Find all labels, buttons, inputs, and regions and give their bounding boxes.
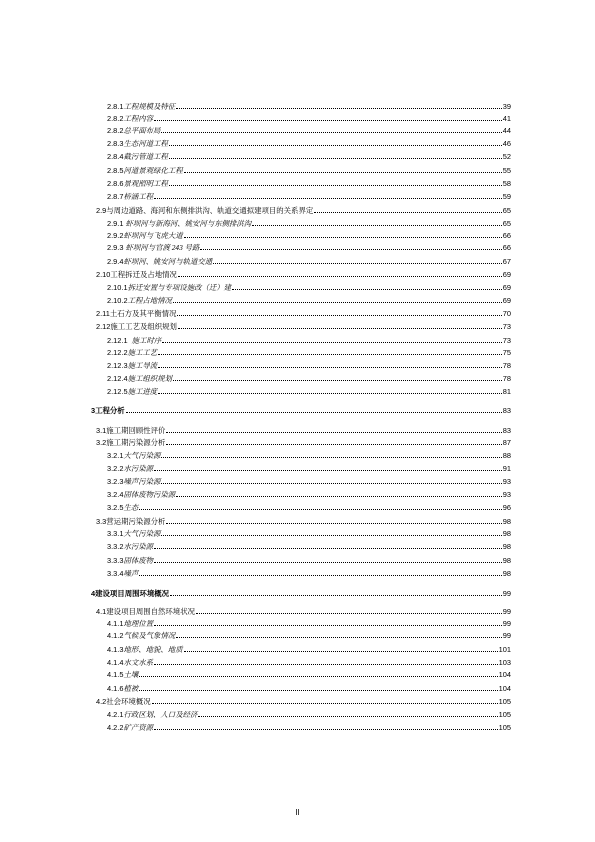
toc-entry[interactable] [91, 588, 511, 600]
toc-entry-title: 虾坝河与飞虎大道 [123, 231, 183, 240]
dot-leader [196, 606, 502, 614]
toc-entry-page: 39 [502, 102, 511, 111]
dot-leader [184, 230, 502, 238]
toc-entry[interactable] [107, 113, 511, 125]
toc-entry-number: 2.8.7 [107, 192, 124, 201]
dot-leader [154, 191, 502, 199]
toc-entry-title: 施工导流 [127, 361, 158, 370]
toc-entry-title: 建设项目周围环境概况 [95, 589, 170, 598]
toc-entry-page: 69 [502, 283, 511, 292]
toc-entry-page: 73 [502, 322, 511, 331]
toc-entry[interactable] [107, 218, 511, 230]
toc-entry-number: 3.3.1 [107, 529, 124, 538]
dot-leader [173, 373, 502, 381]
toc-entry-number: 4.1.4 [107, 658, 124, 667]
toc-entry-title: 施工工艺 [127, 348, 158, 357]
toc-entry-page: 98 [502, 517, 511, 526]
toc-entry-number: 3.3 [96, 517, 107, 526]
toc-entry-page: 67 [502, 257, 511, 266]
toc-entry-title: 营运期污染源分析 [106, 517, 166, 526]
toc-entry-page: 96 [502, 503, 511, 512]
toc-entry[interactable] [107, 178, 511, 190]
toc-entry[interactable] [96, 437, 511, 449]
toc-entry-number: 2.12.4 [107, 374, 128, 383]
toc-entry-title: 社会环境概况 [106, 697, 151, 706]
toc-entry[interactable] [107, 618, 511, 630]
toc-entry-number: 4.1 [96, 607, 107, 616]
toc-entry-number: 2.9.2 [107, 231, 124, 240]
toc-entry[interactable] [107, 568, 511, 580]
dot-leader [176, 489, 502, 497]
toc-entry-page: 103 [498, 658, 511, 667]
toc-entry[interactable] [96, 269, 511, 281]
dot-leader [166, 437, 501, 445]
toc-entry[interactable] [107, 242, 511, 254]
toc-entry[interactable] [107, 125, 511, 137]
toc-entry[interactable] [107, 630, 511, 642]
toc-entry-page: 83 [502, 406, 511, 415]
toc-entry[interactable] [107, 528, 511, 540]
toc-entry[interactable] [107, 669, 511, 681]
toc-entry-title: 大气污染源 [123, 451, 161, 460]
toc-entry-page: 83 [502, 426, 511, 435]
toc-entry-number: 3.3.2 [107, 542, 124, 551]
toc-entry-page: 66 [502, 243, 511, 252]
toc-entry-page: 55 [502, 166, 511, 175]
toc-entry-number: 4.1.2 [107, 631, 124, 640]
toc-entry-title: 生态河道工程 [123, 139, 168, 148]
dot-leader [166, 516, 501, 524]
dot-leader [169, 151, 502, 159]
toc-entry-page: 78 [502, 361, 511, 370]
toc-entry-page: 99 [502, 589, 511, 598]
toc-entry-page: 41 [502, 114, 511, 123]
toc-entry-page: 65 [502, 219, 511, 228]
dot-leader [170, 588, 502, 596]
toc-entry-page: 78 [502, 374, 511, 383]
toc-entry-number: 3.2.5 [107, 503, 124, 512]
toc-entry[interactable] [107, 101, 511, 113]
toc-entry-page: 73 [502, 336, 511, 345]
toc-entry-title: 工程内容 [123, 114, 154, 123]
dot-leader [200, 242, 501, 250]
toc-entry-title: 土石方及其平衡情况 [109, 309, 177, 318]
toc-entry-number: 4.2 [96, 697, 107, 706]
toc-entry-title: 施工时序 [131, 336, 162, 345]
toc-entry-page: 88 [502, 451, 511, 460]
toc-entry-page: 98 [502, 569, 511, 578]
toc-entry-page: 44 [502, 126, 511, 135]
toc-entry[interactable] [107, 657, 511, 669]
dot-leader [177, 308, 501, 316]
toc-entry-page: 98 [502, 556, 511, 565]
toc-entry-number: 4.2.1 [107, 710, 124, 719]
toc-entry-page: 91 [502, 464, 511, 473]
toc-entry-title: 噪声 [123, 569, 139, 578]
toc-entry-number: 2.8.2 [107, 114, 124, 123]
toc-entry[interactable] [96, 321, 511, 333]
toc-entry-title: 工程规模及特征 [123, 102, 176, 111]
page-number: II [295, 808, 300, 817]
toc-entry-page: 101 [498, 645, 511, 654]
toc-entry[interactable] [107, 502, 511, 514]
toc-entry-page: 59 [502, 192, 511, 201]
toc-entry-title: 与周边道路、海河和东侧排洪沟、轨道交通拟建项目的关系界定 [106, 206, 314, 215]
toc-entry-number: 3.2.4 [107, 490, 124, 499]
dot-leader [173, 295, 502, 303]
toc-entry[interactable] [107, 335, 511, 347]
toc-entry-number: 3.2.2 [107, 464, 124, 473]
toc-entry-number: 4.1.5 [107, 670, 124, 679]
toc-entry-title: 施工期回顾性评价 [106, 426, 166, 435]
toc-entry-page: 104 [498, 670, 511, 679]
toc-entry-title: 水污染源 [123, 464, 154, 473]
toc-entry-page: 46 [502, 139, 511, 148]
toc-entry[interactable] [107, 282, 511, 294]
toc-entry[interactable] [96, 425, 511, 437]
toc-entry[interactable] [107, 295, 511, 307]
toc-entry-page: 69 [502, 270, 511, 279]
dot-leader [154, 555, 502, 563]
toc-entry-number: 4.1.6 [107, 684, 124, 693]
toc-entry-title: 景观照明工程 [123, 179, 168, 188]
toc-entry[interactable] [107, 555, 511, 567]
toc-entry-page: 69 [502, 296, 511, 305]
dot-leader [252, 218, 502, 226]
toc-entry-number: 2.11 [96, 309, 110, 318]
toc-entry-page: 66 [502, 231, 511, 240]
toc-entry-number: 4.2.2 [107, 723, 124, 732]
toc-entry-number: 4.1.3 [107, 645, 124, 654]
toc-entry-page: 99 [502, 631, 511, 640]
dot-leader [154, 657, 498, 665]
dot-leader [161, 125, 501, 133]
toc-entry-title: 生态 [123, 503, 139, 512]
toc-entry[interactable] [107, 360, 511, 372]
toc-entry[interactable] [96, 696, 511, 708]
dot-leader [154, 618, 502, 626]
toc-entry-page: 99 [502, 607, 511, 616]
toc-entry-number: 2.12.5 [107, 387, 128, 396]
dot-leader [169, 138, 502, 146]
dot-leader [213, 256, 502, 264]
dot-leader [139, 669, 497, 677]
dot-leader [126, 405, 502, 413]
dot-leader [154, 113, 502, 121]
toc-entry-title: 施工期污染源分析 [106, 438, 166, 447]
toc-entry[interactable] [107, 683, 511, 695]
toc-entry[interactable] [107, 230, 511, 242]
dot-leader [154, 463, 502, 471]
dot-leader [232, 282, 502, 290]
dot-leader [158, 347, 502, 355]
toc-entry-number: 4 [91, 589, 96, 598]
toc-entry-number: 2.10.2 [107, 296, 128, 305]
toc-entry-number: 2.12 [96, 322, 111, 331]
toc-entry-title: 桥涵工程 [123, 192, 154, 201]
toc-entry-title: 工程拆迁及占地情况 [110, 270, 177, 279]
toc-entry-title: 截污管道工程 [123, 152, 168, 161]
toc-entry-page: 105 [498, 697, 511, 706]
dot-leader [166, 425, 501, 433]
dot-leader [158, 386, 502, 394]
toc-entry-page: 75 [502, 348, 511, 357]
toc-entry-title: 土壤 [123, 670, 139, 679]
toc-entry-number: 2.12.2 [107, 348, 128, 357]
dot-leader [162, 335, 502, 343]
toc-entry-page: 58 [502, 179, 511, 188]
dot-leader [176, 630, 502, 638]
dot-leader [139, 683, 497, 691]
toc-entry-title: 建设项目周围自然环境状况 [106, 607, 195, 616]
toc-entry[interactable] [107, 138, 511, 150]
toc-entry[interactable] [107, 644, 511, 656]
toc-entry-title: 行政区划、人口及经济 [123, 710, 198, 719]
toc-entry-page: 65 [502, 206, 511, 215]
toc-entry-number: 2.9 [96, 206, 107, 215]
toc-entry[interactable] [107, 541, 511, 553]
toc-entry-title: 工程分析 [95, 406, 125, 415]
dot-leader [139, 502, 502, 510]
toc-entry-page: 105 [498, 723, 511, 732]
dot-leader [169, 178, 502, 186]
toc-entry-number: 2.8.6 [107, 179, 124, 188]
toc-entry-number: 3.2 [96, 438, 107, 447]
dot-leader [161, 450, 501, 458]
toc-entry-title: 噪声污染源 [123, 477, 161, 486]
dot-leader [154, 722, 498, 730]
dot-leader [161, 476, 501, 484]
toc-entry[interactable] [107, 463, 511, 475]
toc-entry-number: 2.8.3 [107, 139, 124, 148]
dot-leader [198, 709, 497, 717]
toc-entry-title: 气候及气象情况 [123, 631, 176, 640]
toc-entry[interactable] [107, 450, 511, 462]
toc-entry-page: 70 [502, 309, 511, 318]
toc-entry-number: 2.10 [96, 270, 111, 279]
toc-entry-title: 工程占地情况 [127, 296, 172, 305]
toc-entry-number: 2.8.1 [107, 102, 124, 111]
toc-entry[interactable] [107, 373, 511, 385]
toc-entry[interactable] [107, 347, 511, 359]
toc-entry-number: 4.1.1 [107, 619, 124, 628]
toc-entry[interactable] [96, 308, 511, 320]
toc-entry-title: 植被 [123, 684, 139, 693]
toc-entry-page: 87 [502, 438, 511, 447]
toc-entry-number: 2.8.4 [107, 152, 124, 161]
toc-entry-number: 3.2.1 [107, 451, 124, 460]
toc-entry-title: 虾坝河与新海河、姚安河与东侧排洪沟 [125, 219, 252, 228]
toc-entry-number: 3.3.3 [107, 556, 124, 565]
toc-entry[interactable] [107, 489, 511, 501]
toc-entry-title: 水污染源 [123, 542, 154, 551]
toc-entry[interactable] [107, 709, 511, 721]
toc-entry[interactable] [107, 476, 511, 488]
toc-entry[interactable] [96, 606, 511, 618]
toc-entry[interactable] [96, 516, 511, 528]
toc-entry-title: 河道景观绿化工程 [123, 166, 183, 175]
toc-entry-number: 2.12.1 [107, 336, 132, 345]
toc-entry-number: 2.9.3 [107, 243, 126, 252]
toc-entry-page: 99 [502, 619, 511, 628]
toc-entry-number: 3.3.4 [107, 569, 124, 578]
toc-entry-page: 93 [502, 477, 511, 486]
toc-entry-number: 2.10.1 [107, 283, 128, 292]
toc-entry-title: 固体废物污染源 [123, 490, 176, 499]
toc-entry-title: 固体废物 [123, 556, 154, 565]
toc-entry-number: 3 [91, 406, 96, 415]
toc-entry-number: 2.9.4 [107, 257, 124, 266]
toc-entry-page: 98 [502, 529, 511, 538]
toc-entry-title: 总平面布局 [123, 126, 161, 135]
dot-leader [184, 165, 502, 173]
toc-entry-title: 矿产资源 [123, 723, 154, 732]
dot-leader [178, 269, 502, 277]
toc-entry-number: 2.8.5 [107, 166, 124, 175]
dot-leader [139, 568, 502, 576]
toc-entry-title: 虾坝河、姚安河与轨道交通 [123, 257, 213, 266]
dot-leader [158, 360, 502, 368]
toc-entry-title: 施工工艺及组织规划 [110, 322, 177, 331]
dot-leader [161, 528, 501, 536]
toc-entry-title: 大气污染源 [123, 529, 161, 538]
toc-entry-number: 2.9.1 [107, 219, 126, 228]
toc-entry-title: 施工组织规划 [127, 374, 172, 383]
toc-entry-title: 虾坝河与官渡 243 号路 [125, 243, 200, 252]
toc-entry-title: 拆迁安置与专项设施改（迁）建 [127, 283, 232, 292]
toc-entry[interactable] [107, 151, 511, 163]
dot-leader [178, 321, 502, 329]
toc-entry-title: 施工进度 [127, 387, 158, 396]
dot-leader [176, 101, 502, 109]
dot-leader [154, 541, 502, 549]
toc-entry[interactable] [107, 256, 511, 268]
dot-leader [152, 696, 498, 704]
toc-entry-number: 3.2.3 [107, 477, 124, 486]
toc-entry-page: 105 [498, 710, 511, 719]
toc-entry-page: 81 [502, 387, 511, 396]
toc-entry-page: 98 [502, 542, 511, 551]
toc-entry-title: 地形、地貌、地质 [123, 645, 183, 654]
toc-entry-page: 104 [498, 684, 511, 693]
toc-entry[interactable] [107, 191, 511, 203]
toc-entry-number: 2.8.2 [107, 126, 124, 135]
toc-entry[interactable] [107, 165, 511, 177]
toc-entry-title: 地理位置 [123, 619, 154, 628]
toc-entry-page: 52 [502, 152, 511, 161]
toc-entry[interactable] [91, 405, 511, 417]
dot-leader [184, 644, 498, 652]
toc-entry-number: 2.12.3 [107, 361, 128, 370]
toc-entry-page: 93 [502, 490, 511, 499]
dot-leader [314, 205, 502, 213]
toc-entry[interactable] [107, 386, 511, 398]
toc-entry-title: 水文水系 [123, 658, 154, 667]
toc-entry[interactable] [96, 205, 511, 217]
toc-entry[interactable] [107, 722, 511, 734]
toc-entry-number: 3.1 [96, 426, 107, 435]
